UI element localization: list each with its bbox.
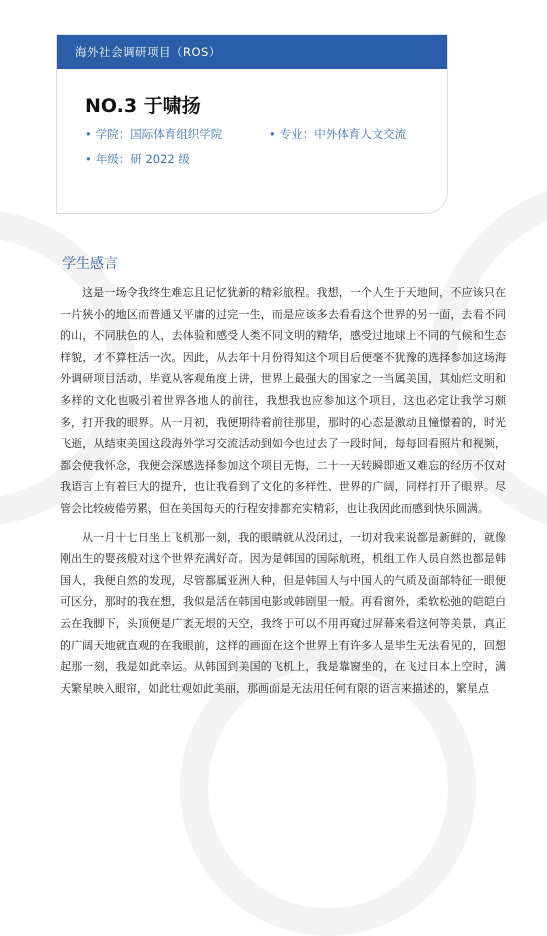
major-text: 专业：中外体育人文交流 [279,127,407,141]
paragraph: 这是一场令我终生难忘且记忆犹新的精彩旅程。我想，一个人生于天地间，不应该只在一片狭小的地区而普通又平庸的过完一生，而是应该多去看看这个世界的另一面，去看不同的山，不同肤色的人，去体验和感受人类不同文明的精华，感受过地球上不同的气候和生态样貌，才不算枉活一次。因此，从去年十月份得知这个项目后便毫不犹豫的选择参加这场海外调研项目活动，毕竟从客观角度上讲，世界上最强大的国家之一当属美国，其灿烂文明和多样的文化也吸引着世界各地人的前往，我想我也应参加这个项目，这也必定让我学习颇多，打开我的眼界。从一月初，我便期待着前往那里，那时的心态是激动且憧憬着的，时光飞逝，从结束美国这段海外学习交流活动到如今也过去了一段时间，每每回看照片和视频，都会使我怀念，我便会深感选择参加这个项目无悔，二十一天转瞬即逝又难忘的经历不仅对我语言上有着巨大的提升，也让我看到了文化的多样性、世界的广阔，同样打开了眼界。尽管会比较疲倦劳累，但在美国每天的行程安排都充实精彩，也让我因此而感到快乐圆满。 [60,286,506,515]
section-title: 学生感言 [62,256,118,272]
major-info [269,126,406,142]
testimonial-body [60,282,506,706]
college-info [85,126,222,142]
paragraph: 从一月十七日坐上飞机那一刻，我的眼睛就从没闭过，一切对我来说都是新鲜的，就像刚出生的婴孩般对这个世界充满好奇。因为是韩国的国际航班，机组工作人员自然也都是韩国人，我便自然的发现，尽管都属亚洲人种，但是韩国人与中国人的气质及面部特征一眼便可区分，那时的我在想，我似是活在韩国电影或韩剧里一般。再看窗外，柔软松弛的皑皑白云在我脚下，头顶便是广袤无垠的天空，我终于可以不用再窥过屏幕来看这何等美景，真正的广阔天地就直观的在我眼前，这样的画面在这个世界上有许多人是毕生无法看见的，回想起那一刻，我是如此幸运。从韩国到美国的飞机上，我是靠窗坐的，在飞过日本上空时，满天繁星映入眼帘，如此壮观如此美丽，那画面是无法用任何有限的语言来描述的，繁星点 [60,530,506,695]
college-text: 学院：国际体育组织学院 [95,127,223,141]
student-title: NO.3 于啸扬 [85,95,201,117]
grade-text: 年级：研 2022 级 [95,152,190,166]
student-info-card [56,34,448,214]
bullet-icon: • [85,152,92,166]
grade-info [85,151,190,167]
bullet-icon: • [85,127,92,141]
card-header: 海外社会调研项目（ROS） [57,35,447,69]
bullet-icon: • [269,127,276,141]
